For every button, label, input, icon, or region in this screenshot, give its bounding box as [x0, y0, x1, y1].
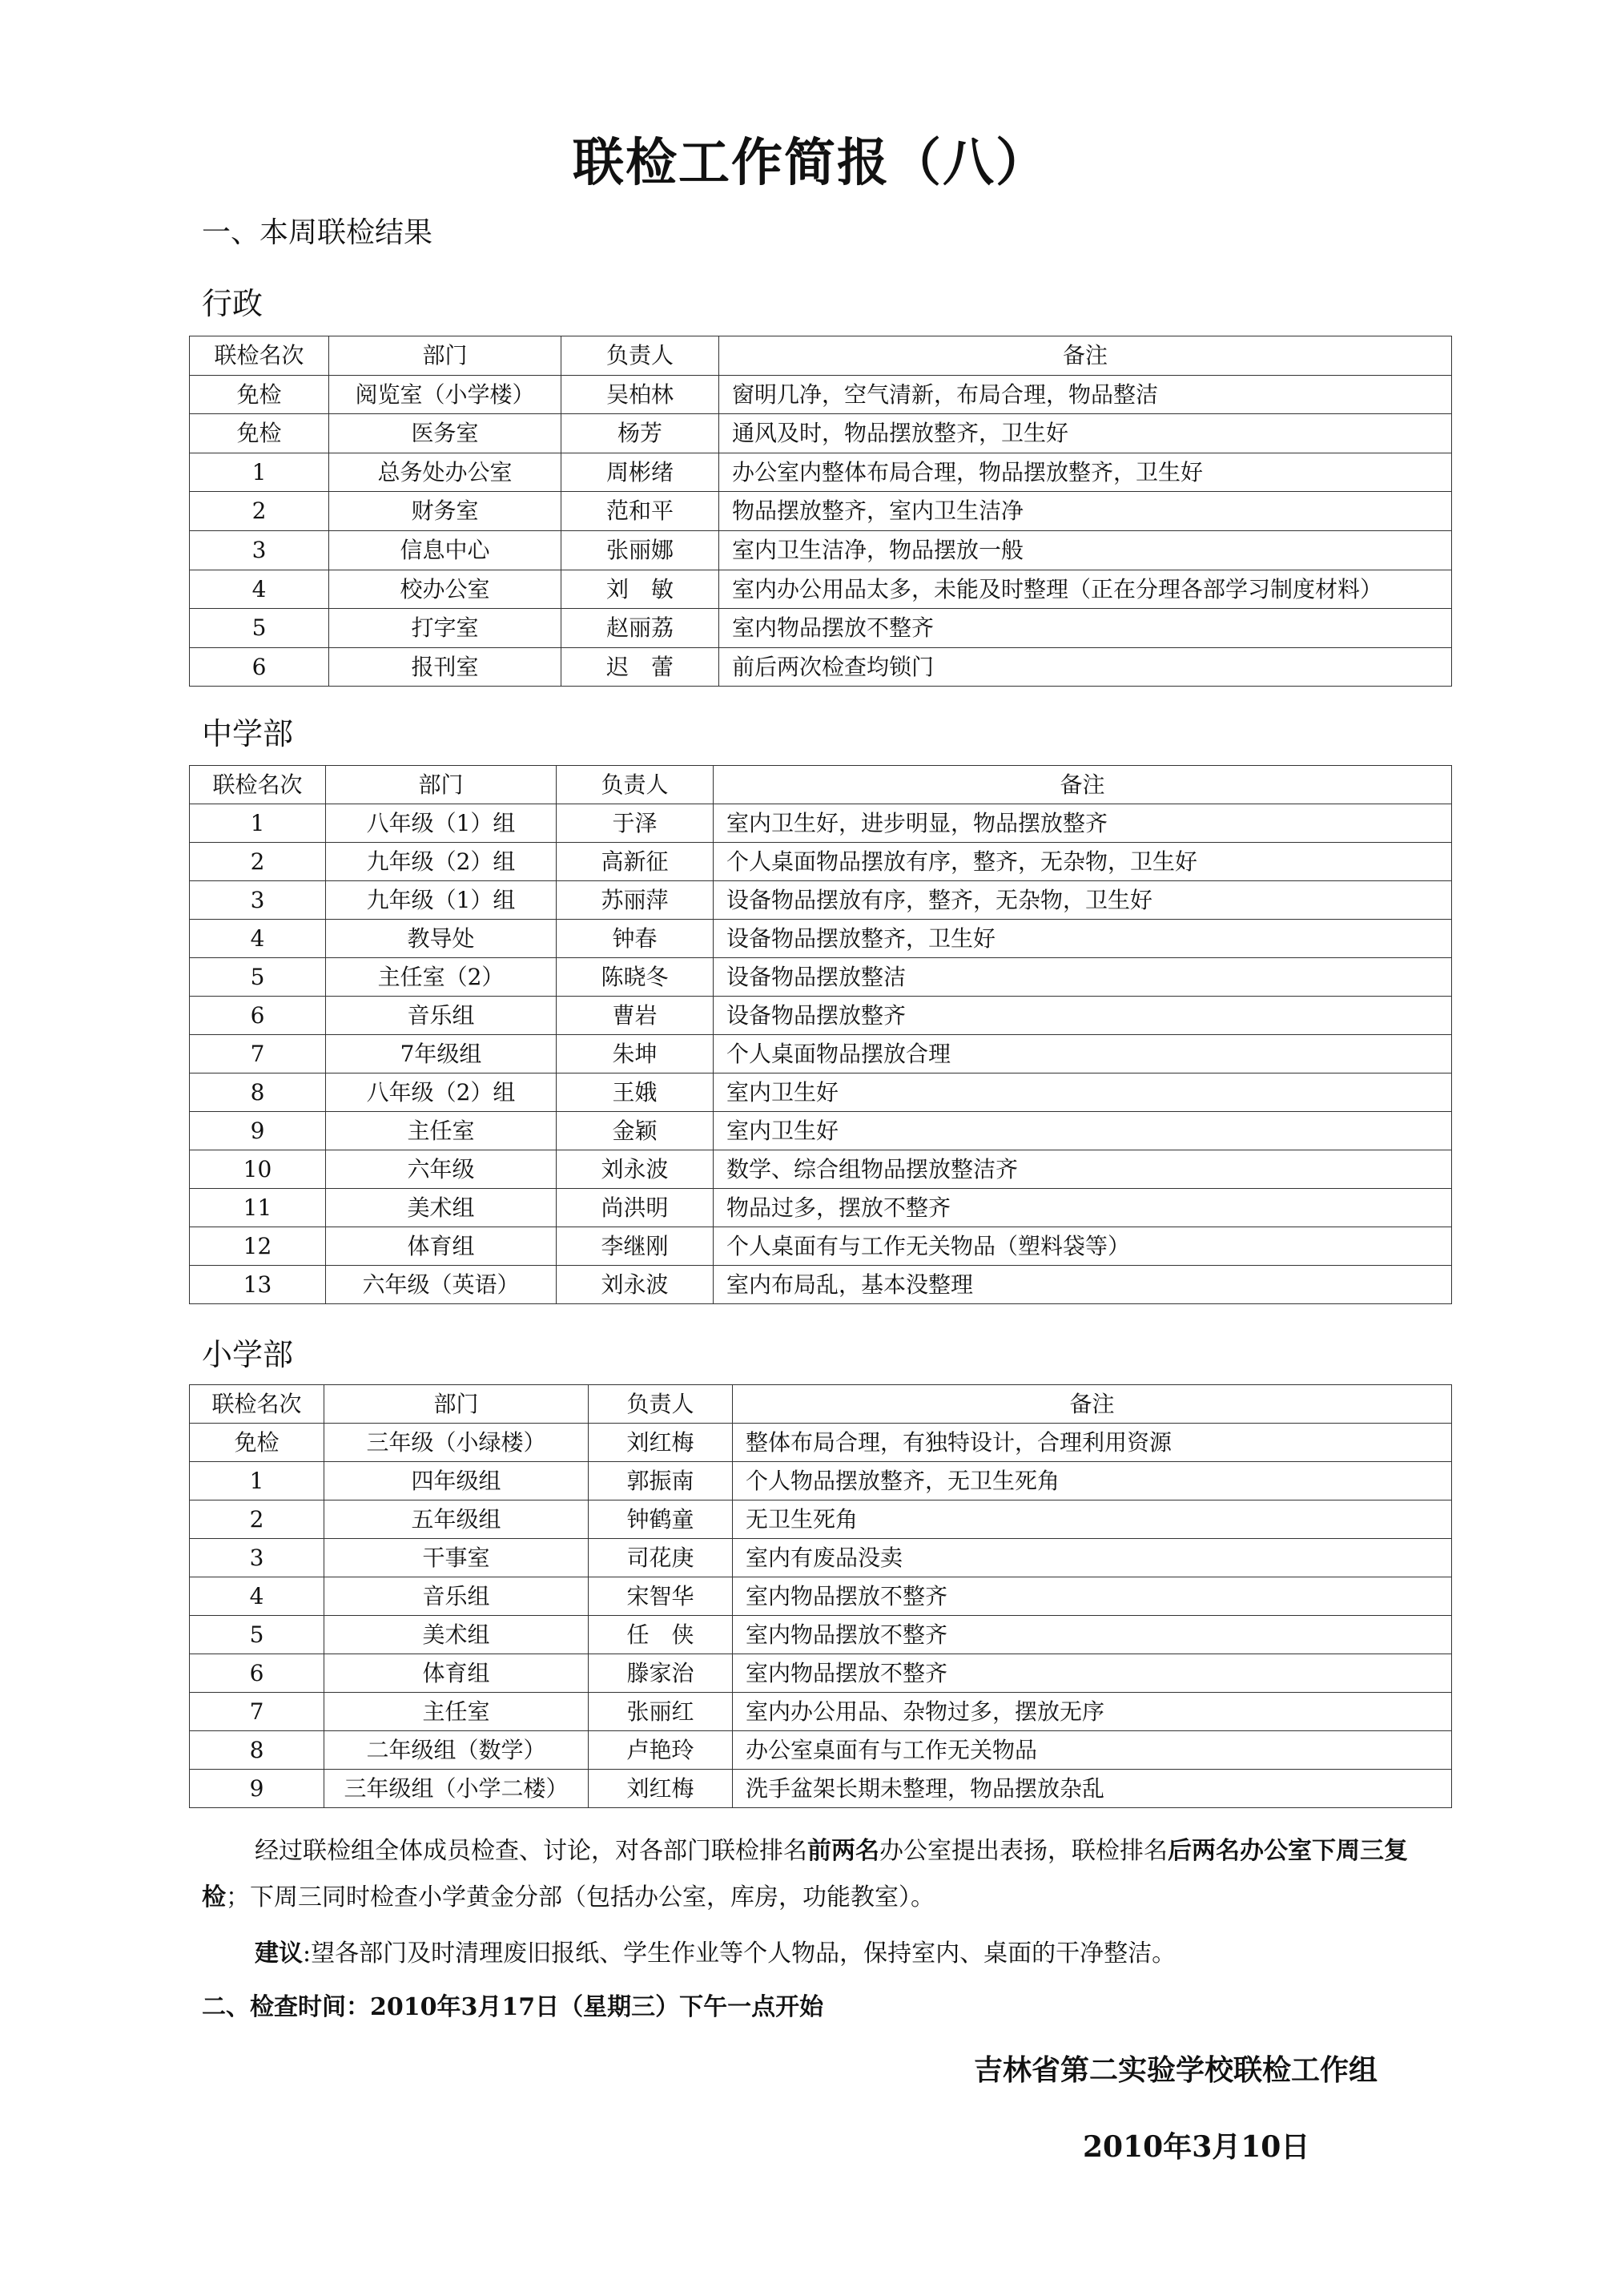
- table-row: [190, 530, 1452, 570]
- cell-dept: 音乐组: [326, 997, 557, 1035]
- cell-person: 刘红梅: [589, 1424, 733, 1462]
- cell-note: 物品过多，摆放不整齐: [714, 1189, 1452, 1227]
- cell-note: 设备物品摆放整齐，卫生好: [714, 920, 1452, 958]
- cell-person: 司花庚: [589, 1539, 733, 1577]
- table-row: [190, 453, 1452, 492]
- summary-bottom-two: 后两名办公室: [1168, 1837, 1312, 1865]
- cell-dept: 7年级组: [326, 1035, 557, 1073]
- middle-school-heading: 中学部: [202, 716, 294, 751]
- cell-note: 个人桌面有与工作无关物品（塑料袋等）: [714, 1227, 1452, 1266]
- cell-rank: 3: [190, 1539, 324, 1577]
- table-row: [190, 1424, 1452, 1462]
- cell-dept: 校办公室: [329, 570, 561, 609]
- cell-note: 设备物品摆放整洁: [714, 958, 1452, 997]
- table-row: [190, 414, 1452, 453]
- section-heading-results: 一、本周联检结果: [202, 216, 433, 249]
- cell-person: 赵丽荔: [561, 609, 719, 648]
- cell-rank: 7: [190, 1035, 326, 1073]
- cell-rank: 3: [190, 530, 329, 570]
- cell-note: 室内卫生好，进步明显，物品摆放整齐: [714, 804, 1452, 843]
- cell-note: 室内有废品没卖: [733, 1539, 1452, 1577]
- summary-text: 办公室提出表扬，联检排名: [879, 1837, 1168, 1865]
- header-rank: 联检名次: [190, 336, 329, 376]
- header-person: 负责人: [557, 766, 714, 804]
- cell-dept: 总务处办公室: [329, 453, 561, 492]
- table-row: [190, 492, 1452, 531]
- cell-note: 无卫生死角: [733, 1500, 1452, 1539]
- cell-dept: 三年级（小绿楼）: [324, 1424, 589, 1462]
- suggestion-paragraph: [202, 1931, 1451, 1977]
- header-dept: 部门: [329, 336, 561, 376]
- cell-note: 整体布局合理，有独特设计，合理利用资源: [733, 1424, 1452, 1462]
- cell-note: 室内办公用品太多，未能及时整理（正在分理各部学习制度材料）: [719, 570, 1452, 609]
- table-row: [190, 570, 1452, 609]
- table-row: [190, 1112, 1452, 1150]
- cell-note: 室内卫生好: [714, 1112, 1452, 1150]
- cell-dept: 教导处: [326, 920, 557, 958]
- cell-person: 高新征: [557, 843, 714, 881]
- cell-dept: 美术组: [324, 1616, 589, 1654]
- primary-school-table: [189, 1384, 1452, 1808]
- cell-person: 李继刚: [557, 1227, 714, 1266]
- cell-note: 室内卫生洁净，物品摆放一般: [719, 530, 1452, 570]
- cell-dept: 报刊室: [329, 647, 561, 687]
- cell-dept: 打字室: [329, 609, 561, 648]
- cell-person: 宋智华: [589, 1577, 733, 1616]
- header-rank: 联检名次: [190, 1385, 324, 1424]
- cell-rank: 免检: [190, 1424, 324, 1462]
- cell-note: 个人桌面物品摆放有序，整齐，无杂物，卫生好: [714, 843, 1452, 881]
- cell-person: 迟 蕾: [561, 647, 719, 687]
- cell-note: 个人物品摆放整齐，无卫生死角: [733, 1462, 1452, 1500]
- cell-person: 朱坤: [557, 1035, 714, 1073]
- header-rank: 联检名次: [190, 766, 326, 804]
- cell-dept: 五年级组: [324, 1500, 589, 1539]
- cell-rank: 12: [190, 1227, 326, 1266]
- cell-person: 张丽娜: [561, 530, 719, 570]
- cell-dept: 六年级: [326, 1150, 557, 1189]
- header-person: 负责人: [561, 336, 719, 376]
- cell-person: 任 侠: [589, 1616, 733, 1654]
- cell-dept: 主任室: [326, 1112, 557, 1150]
- admin-table: [189, 336, 1452, 687]
- table-row: [190, 647, 1452, 687]
- table-row: [190, 1462, 1452, 1500]
- cell-rank: 4: [190, 570, 329, 609]
- cell-note: 室内物品摆放不整齐: [719, 609, 1452, 648]
- cell-rank: 2: [190, 1500, 324, 1539]
- cell-rank: 8: [190, 1073, 326, 1112]
- table-row: [190, 1150, 1452, 1189]
- cell-person: 周彬绪: [561, 453, 719, 492]
- cell-dept: 主任室: [324, 1693, 589, 1731]
- cell-rank: 3: [190, 881, 326, 920]
- cell-note: 办公室内整体布局合理，物品摆放整齐，卫生好: [719, 453, 1452, 492]
- cell-note: 物品摆放整齐，室内卫生洁净: [719, 492, 1452, 531]
- cell-rank: 免检: [190, 414, 329, 453]
- header-note: 备注: [719, 336, 1452, 376]
- cell-person: 吴柏林: [561, 375, 719, 414]
- table-row: [190, 804, 1452, 843]
- cell-dept: 财务室: [329, 492, 561, 531]
- cell-note: 设备物品摆放整齐: [714, 997, 1452, 1035]
- table-row: [190, 1731, 1452, 1770]
- primary-school-heading: 小学部: [202, 1337, 294, 1372]
- cell-note: 前后两次检查均锁门: [719, 647, 1452, 687]
- header-note: 备注: [714, 766, 1452, 804]
- cell-note: 室内卫生好: [714, 1073, 1452, 1112]
- cell-rank: 5: [190, 1616, 324, 1654]
- header-person: 负责人: [589, 1385, 733, 1424]
- summary-text: 经过联检组全体成员检查、讨论，对各部门联检排名: [255, 1837, 807, 1865]
- cell-rank: 1: [190, 1462, 324, 1500]
- header-note: 备注: [733, 1385, 1452, 1424]
- table-row: [190, 1693, 1452, 1731]
- cell-person: 范和平: [561, 492, 719, 531]
- cell-note: 个人桌面物品摆放合理: [714, 1035, 1452, 1073]
- table-row: [190, 958, 1452, 997]
- signature-date: 2010年3月10日: [1083, 2130, 1310, 2164]
- cell-dept: 二年级组（数学）: [324, 1731, 589, 1770]
- cell-note: 设备物品摆放有序，整齐，无杂物，卫生好: [714, 881, 1452, 920]
- cell-note: 通风及时，物品摆放整齐，卫生好: [719, 414, 1452, 453]
- cell-person: 刘永波: [557, 1150, 714, 1189]
- cell-dept: 体育组: [324, 1654, 589, 1693]
- cell-note: 室内办公用品、杂物过多，摆放无序: [733, 1693, 1452, 1731]
- cell-rank: 2: [190, 843, 326, 881]
- cell-person: 刘永波: [557, 1266, 714, 1304]
- table-row: [190, 1227, 1452, 1266]
- summary-top-two: 前两名: [807, 1837, 879, 1865]
- cell-note: 窗明几净，空气清新，布局合理，物品整洁: [719, 375, 1452, 414]
- table-row: [190, 1266, 1452, 1304]
- cell-note: 室内物品摆放不整齐: [733, 1577, 1452, 1616]
- cell-person: 杨芳: [561, 414, 719, 453]
- cell-person: 郭振南: [589, 1462, 733, 1500]
- cell-rank: 2: [190, 492, 329, 531]
- middle-school-table: [189, 765, 1452, 1304]
- summary-paragraph: [202, 1828, 1451, 1921]
- cell-dept: 四年级组: [324, 1462, 589, 1500]
- header-dept: 部门: [324, 1385, 589, 1424]
- cell-person: 滕家治: [589, 1654, 733, 1693]
- cell-person: 尚洪明: [557, 1189, 714, 1227]
- cell-rank: 9: [190, 1770, 324, 1808]
- cell-dept: 八年级（2）组: [326, 1073, 557, 1112]
- table-row: [190, 1073, 1452, 1112]
- table-header-row: [190, 1385, 1452, 1424]
- cell-note: 室内物品摆放不整齐: [733, 1654, 1452, 1693]
- cell-person: 曹岩: [557, 997, 714, 1035]
- suggestion-text: :望各部门及时清理废旧报纸、学生作业等个人物品，保持室内、桌面的干净整洁。: [303, 1940, 1177, 1968]
- cell-rank: 9: [190, 1112, 326, 1150]
- table-row: [190, 1539, 1452, 1577]
- cell-person: 张丽红: [589, 1693, 733, 1731]
- cell-rank: 10: [190, 1150, 326, 1189]
- cell-person: 陈晓冬: [557, 958, 714, 997]
- cell-rank: 1: [190, 453, 329, 492]
- table-header-row: [190, 766, 1452, 804]
- cell-rank: 6: [190, 997, 326, 1035]
- signature-org: 吉林省第二实验学校联检工作组: [974, 2053, 1378, 2087]
- suggestion-label: 建议: [255, 1940, 303, 1968]
- table-row: [190, 920, 1452, 958]
- cell-rank: 4: [190, 1577, 324, 1616]
- cell-rank: 7: [190, 1693, 324, 1731]
- table-header-row: [190, 336, 1452, 376]
- cell-dept: 医务室: [329, 414, 561, 453]
- summary-recheck: 下周三复检: [202, 1837, 1408, 1911]
- header-dept: 部门: [326, 766, 557, 804]
- cell-rank: 4: [190, 920, 326, 958]
- cell-person: 金颖: [557, 1112, 714, 1150]
- cell-person: 刘 敏: [561, 570, 719, 609]
- table-row: [190, 1616, 1452, 1654]
- cell-person: 卢艳玲: [589, 1731, 733, 1770]
- table-row: [190, 1189, 1452, 1227]
- cell-dept: 美术组: [326, 1189, 557, 1227]
- table-row: [190, 1035, 1452, 1073]
- cell-dept: 干事室: [324, 1539, 589, 1577]
- table-row: [190, 843, 1452, 881]
- cell-rank: 11: [190, 1189, 326, 1227]
- cell-note: 办公室桌面有与工作无关物品: [733, 1731, 1452, 1770]
- cell-dept: 信息中心: [329, 530, 561, 570]
- cell-rank: 13: [190, 1266, 326, 1304]
- section-heading-time: 二、检查时间：2010年3月17日（星期三）下午一点开始: [202, 1993, 824, 2021]
- table-row: [190, 609, 1452, 648]
- table-row: [190, 1654, 1452, 1693]
- cell-rank: 5: [190, 958, 326, 997]
- cell-dept: 音乐组: [324, 1577, 589, 1616]
- cell-dept: 六年级（英语）: [326, 1266, 557, 1304]
- cell-rank: 1: [190, 804, 326, 843]
- cell-rank: 8: [190, 1731, 324, 1770]
- cell-rank: 6: [190, 647, 329, 687]
- cell-dept: 阅览室（小学楼）: [329, 375, 561, 414]
- table-row: [190, 997, 1452, 1035]
- cell-dept: 九年级（1）组: [326, 881, 557, 920]
- cell-person: 苏丽萍: [557, 881, 714, 920]
- cell-rank: 6: [190, 1654, 324, 1693]
- cell-person: 刘红梅: [589, 1770, 733, 1808]
- cell-person: 于泽: [557, 804, 714, 843]
- table-row: [190, 1500, 1452, 1539]
- cell-dept: 主任室（2）: [326, 958, 557, 997]
- table-row: [190, 1770, 1452, 1808]
- table-row: [190, 375, 1452, 414]
- table-row: [190, 881, 1452, 920]
- cell-dept: 八年级（1）组: [326, 804, 557, 843]
- cell-note: 洗手盆架长期未整理，物品摆放杂乱: [733, 1770, 1452, 1808]
- cell-note: 室内物品摆放不整齐: [733, 1616, 1452, 1654]
- cell-dept: 三年级组（小学二楼）: [324, 1770, 589, 1808]
- cell-person: 钟鹤童: [589, 1500, 733, 1539]
- cell-rank: 5: [190, 609, 329, 648]
- table-row: [190, 1577, 1452, 1616]
- summary-text: ；下周三同时检查小学黄金分部（包括办公室，库房，功能教室）。: [226, 1883, 935, 1911]
- cell-dept: 九年级（2）组: [326, 843, 557, 881]
- cell-note: 室内布局乱，基本没整理: [714, 1266, 1452, 1304]
- cell-person: 王娥: [557, 1073, 714, 1112]
- page-title: 联检工作简报（八）: [573, 134, 1048, 193]
- admin-heading: 行政: [202, 286, 263, 321]
- cell-dept: 体育组: [326, 1227, 557, 1266]
- cell-note: 数学、综合组物品摆放整洁齐: [714, 1150, 1452, 1189]
- cell-rank: 免检: [190, 375, 329, 414]
- cell-person: 钟春: [557, 920, 714, 958]
